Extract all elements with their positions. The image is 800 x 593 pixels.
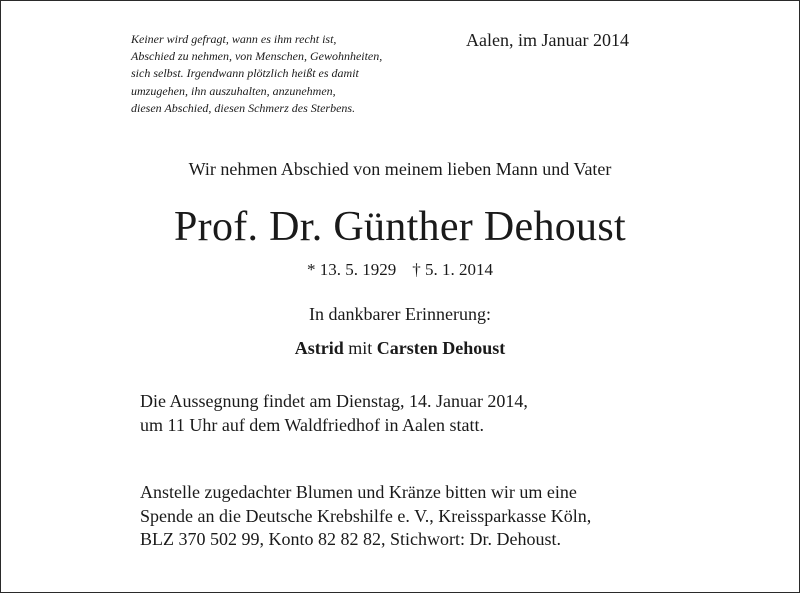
mourner-second: Carsten Dehoust: [376, 338, 506, 358]
mourner-first: Astrid: [294, 338, 344, 358]
mourner-connector: mit: [348, 338, 373, 358]
intro-text: Wir nehmen Abschied von meinem lieben Mann und Vater: [188, 159, 612, 179]
poem-line: umzugehen, ihn auszuhalten, anzunehmen,: [131, 83, 336, 98]
memory-line: In dankbarer Erinnerung:: [309, 304, 491, 324]
place-date: Aalen, im Januar 2014: [466, 30, 629, 50]
family-line: [0, 336, 800, 360]
poem-line: diesen Abschied, diesen Schmerz des Sterbens.: [131, 100, 356, 115]
life-dates: [0, 258, 800, 282]
donation-info: [140, 481, 591, 552]
ceremony-line: Die Aussegnung findet am Dienstag, 14. Januar 2014,: [140, 391, 528, 411]
donation-line: Spende an die Deutsche Krebshilfe e. V., Kreissparkasse Köln,: [140, 505, 592, 526]
birth-date: * 13. 5. 1929: [307, 260, 397, 279]
poem-line: sich selbst. Irgendwann plötzlich heißt es damit: [131, 66, 359, 81]
poem-quote: [131, 31, 451, 117]
deceased-name: Prof. Dr. Günther Dehoust: [174, 204, 626, 250]
ceremony-line: um 11 Uhr auf dem Waldfriedhof in Aalen statt.: [140, 414, 484, 435]
donation-line: Anstelle zugedachter Blumen und Kränze bitten wir um eine: [140, 482, 577, 502]
death-date: † 5. 1. 2014: [412, 260, 493, 279]
poem-line: Keiner wird gefragt, wann es ihm recht ist,: [131, 32, 337, 46]
poem-line: Abschied zu nehmen, von Menschen, Gewohnheiten,: [131, 49, 383, 64]
donation-line: BLZ 370 502 99, Konto 82 82 82, Stichwort: Dr. Dehoust.: [140, 529, 561, 549]
ceremony-info: [140, 390, 528, 437]
